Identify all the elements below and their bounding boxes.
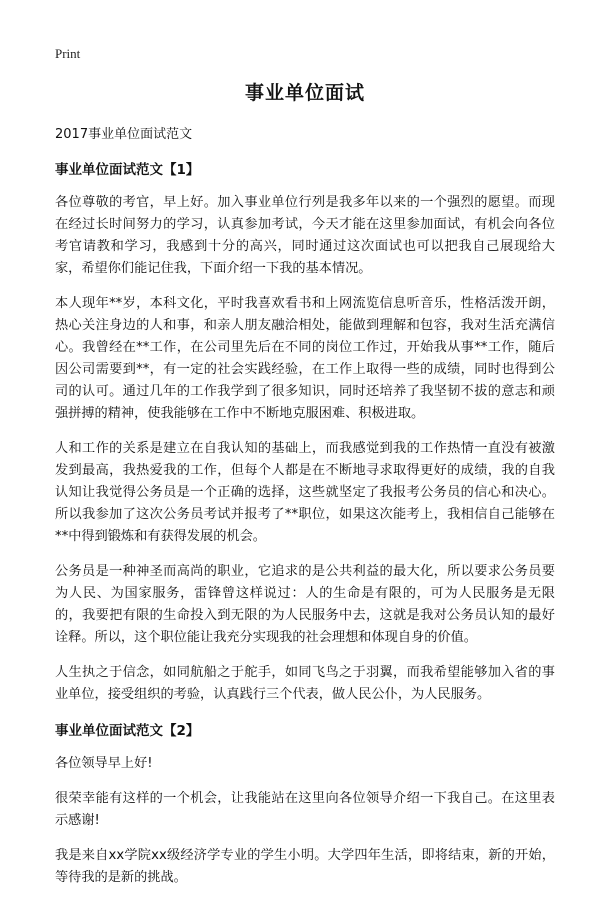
paragraph: 各位领导早上好! [55, 756, 153, 771]
section-heading: 事业单位面试范文【1】 [55, 162, 200, 178]
paragraph: 我是来自xx学院xx级经济学专业的学生小明。大学四年生活，即将结束，新的开始，等待我的是新的挑战。 [55, 848, 555, 885]
section-heading: 事业单位面试范文【2】 [55, 723, 200, 739]
paragraph: 人生执之于信念，如同航船之于舵手，如同飞鸟之于羽翼，而我希望能够加入省的事业单位，接受组织的考验，认真践行三个代表，做人民公仆，为人民服务。 [55, 665, 555, 702]
document-subtitle: 2017事业单位面试范文 [55, 127, 193, 142]
paragraph: 很荣幸能有这样的一个机会，让我能站在这里向各位领导介绍一下我自己。在这里表示感谢! [55, 791, 555, 828]
print-link[interactable]: Print [55, 46, 81, 61]
section-2 [55, 719, 555, 889]
paragraph: 各位尊敬的考官，早上好。加入事业单位行列是我多年以来的一个强烈的愿望。而现在经过长时间努力的学习，认真参加考试，今天才能在这里参加面试，有机会向各位考官请教和学习，我感到十分的高兴，同时通过这次面试也可以把我自己展现给大家，希望你们能记住我，下面介绍一下我的基本情况。 [55, 195, 555, 276]
page-title: 事业单位面试 [244, 82, 365, 104]
section-1 [55, 158, 555, 706]
paragraph: 本人现年**岁，本科文化，平时我喜欢看书和上网流览信息听音乐，性格活泼开朗，热心关注身边的人和事，和亲人朋友融洽相处，能做到理解和包容，我对生活充满信心。我曾经在**工作，在公司里先后在不同的岗位工作过，开始我从事**工作，随后因公司需要到**，有一定的社会实践经验，在工作上取得一些的成绩，同时也得到公司的认可。通过几年的工作我学到了很多知识，同时还培养了我坚韧不拔的意志和顽强拼搏的精神，使我能够在工作中不断地克服困难、积极进取。 [55, 296, 555, 421]
document-body [55, 78, 555, 902]
paragraph: 人和工作的关系是建立在自我认知的基础上，而我感觉到我的工作热情一直没有被激发到最高，我热爱我的工作，但每个人都是在不断地寻求取得更好的成绩，我的自我认知让我觉得公务员是一个正确的选择，这些就坚定了我报考公务员的信心和决心。所以我参加了这次公务员考试并报考了**职位，如果这次能考上，我相信自己能够在**中得到锻炼和有获得发展的机会。 [55, 441, 555, 544]
paragraph: 公务员是一种神圣而高尚的职业，它追求的是公共利益的最大化，所以要求公务员要为人民、为国家服务，雷锋曾这样说过：人的生命是有限的，可为人民服务是无限的，我要把有限的生命投入到无限的为人民服务中去，这就是我对公务员认知的最好诠释。所以，这个职位能让我充分实现我的社会理想和体现自身的价值。 [55, 564, 555, 645]
